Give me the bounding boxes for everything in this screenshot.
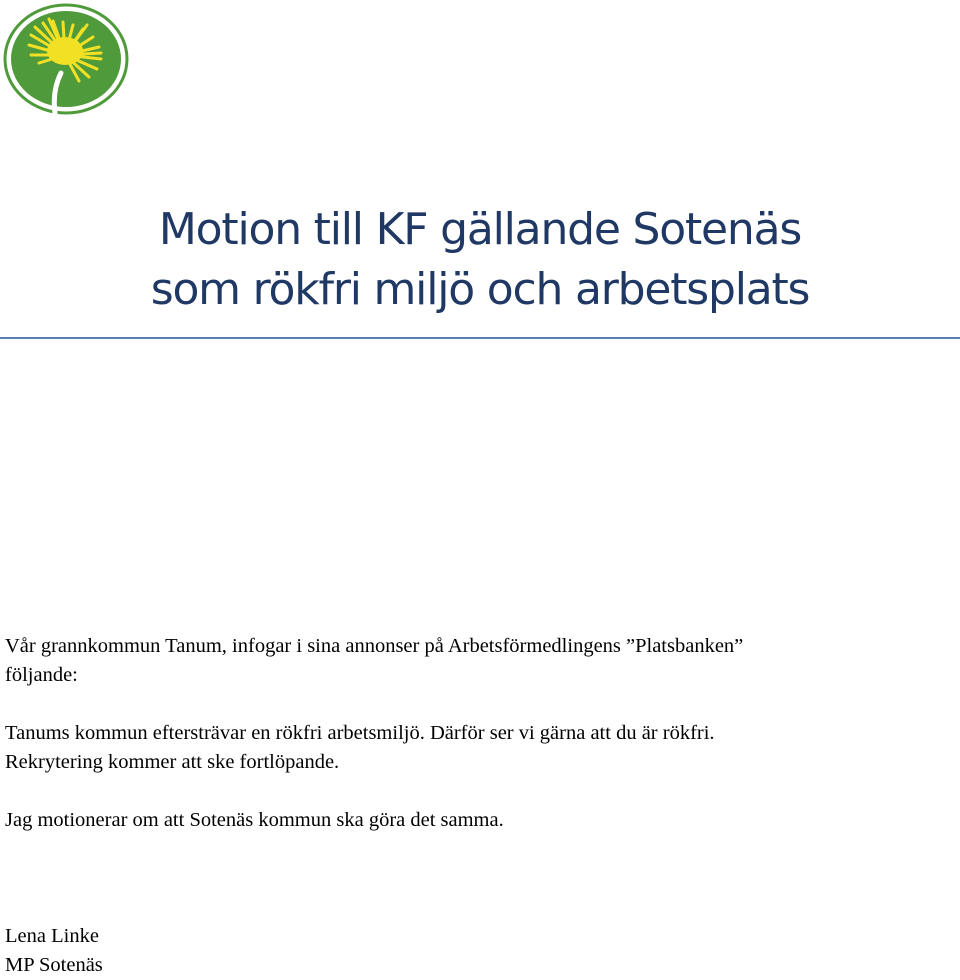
title-line-2: som rökfri miljö och arbetsplats — [150, 264, 810, 315]
paragraph-3-line-1: Jag motionerar om att Sotenäs kommun ska göra det samma. — [5, 809, 504, 831]
paragraph-spacer — [5, 777, 955, 806]
signature-name: Lena Linke — [5, 925, 99, 947]
motion-body — [5, 632, 955, 835]
party-logo — [3, 3, 129, 115]
title-line-1: Motion till KF gällande Sotenäs — [158, 204, 802, 255]
signature-block — [5, 922, 103, 980]
paragraph-1-line-2: följande: — [5, 664, 78, 686]
document-title — [0, 200, 960, 320]
title-divider — [0, 337, 960, 339]
signature-org: MP Sotenäs — [5, 954, 103, 976]
paragraph-spacer — [5, 690, 955, 719]
paragraph-1-line-1: Vår grannkommun Tanum, infogar i sina annonser på Arbetsförmedlingens ”Platsbanken” — [5, 635, 744, 657]
paragraph-2-line-2: Rekrytering kommer att ske fortlöpande. — [5, 751, 340, 773]
dandelion-logo-icon — [3, 3, 129, 115]
paragraph-2-line-1: Tanums kommun eftersträvar en rökfri arbetsmiljö. Därför ser vi gärna att du är rökfri. — [5, 722, 715, 744]
